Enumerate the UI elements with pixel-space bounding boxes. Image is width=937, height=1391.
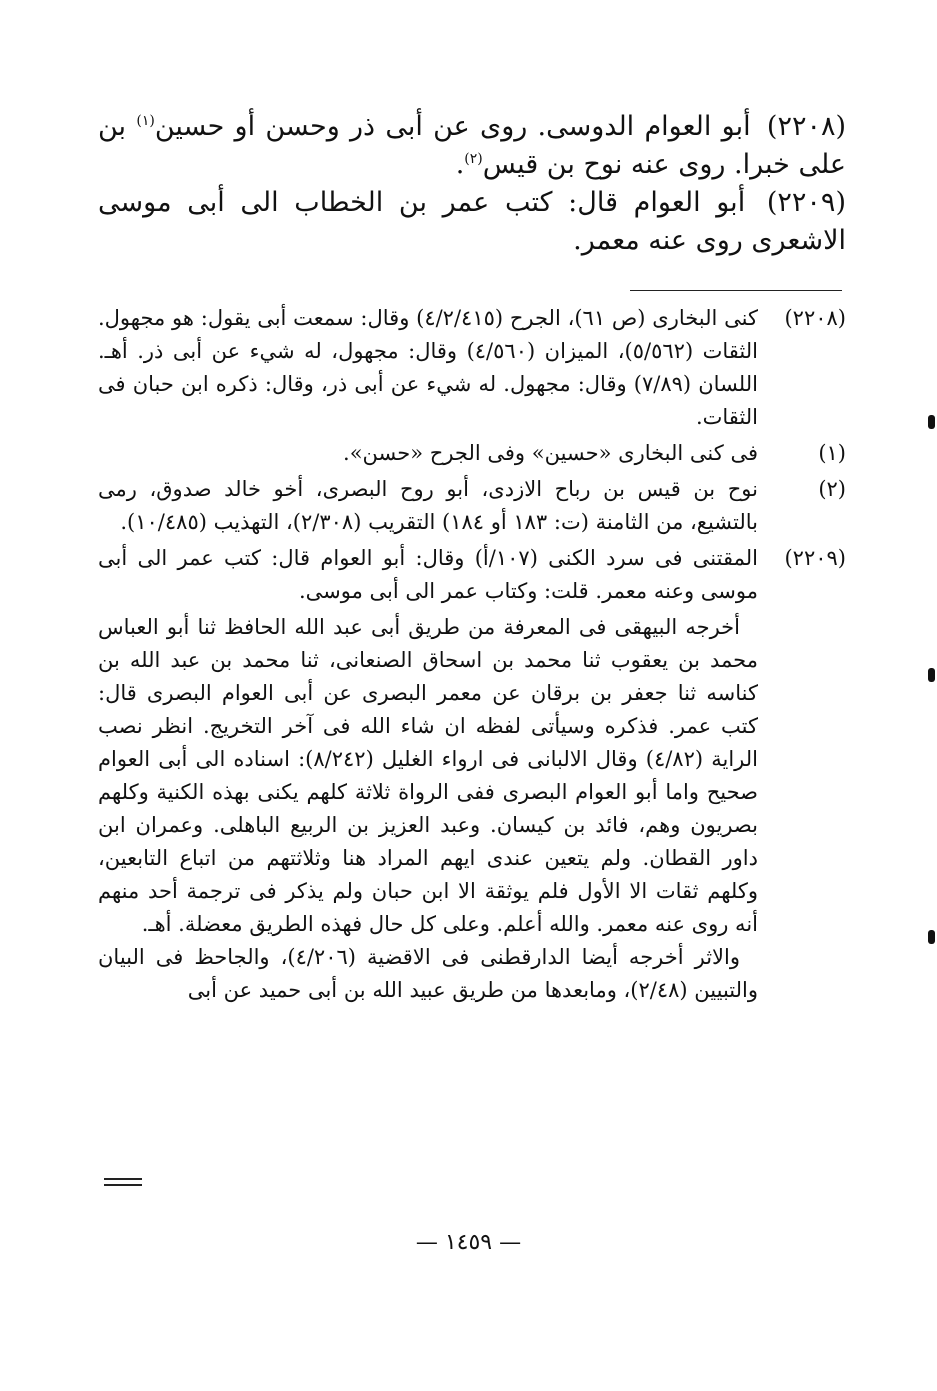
entry-text: أبو العوام قال: كتب عمر بن الخطاب الى أبى موسى الاشعرى روى عنه معمر.: [98, 187, 846, 256]
scan-edge-mark: [928, 930, 935, 944]
footnote-marker: (٢): [464, 151, 483, 167]
footnote: [98, 473, 846, 539]
footnote: [98, 437, 846, 470]
footnote-body: [98, 542, 758, 608]
entry-text: .: [455, 149, 465, 180]
entry-text: بن على خبرا. روى عنه نوح بن قيس: [98, 111, 846, 180]
commentary-spacer: [758, 611, 846, 1007]
main-text: [98, 108, 846, 260]
footnote-body: [98, 302, 758, 434]
footnotes: [98, 302, 846, 1010]
commentary-paragraph: والاثر أخرجه أيضا الدارقطنى فى الاقضية (٤/٢٠٦)، والجاحظ فى البيان والتبيين (٢/٤٨)، ومابعدها من طريق عبيد الله بن أبى حميد عن أبى: [98, 945, 758, 1002]
footnote-body: [98, 437, 758, 470]
scan-edge-mark: [928, 668, 935, 682]
entry-text: أبو العوام الدوسى. روى عن أبى ذر وحسن أو حسين: [154, 111, 751, 142]
footnote-body: [98, 473, 758, 539]
entry-2208: [98, 108, 846, 184]
footnote-label: (٢): [818, 477, 846, 501]
commentary-paragraph: أخرجه البيهقى فى المعرفة من طريق أبى عبد الله الحافظ ثنا أبو العباس محمد بن يعقوب ثنا محمد بن اسحاق الصنعانى، ثنا محمد بن عبد الله بن كناسه ثنا جعفر بن برقان عن معمر البصرى عن أبى العوام البصرى قال: كتب عمر. فذكره وسيأتى لفظه ان شاء الله فى آخر التخريج. انظر نصب الراية (٤/٨٢) وقال الالبانى فى ارواء الغليل (٨/٢٤٢): اسناده الى أبى العوام صحيح واما أبو العوام البصرى ففى الرواة ثلاثة كلهم يكنى بهذه الكنية وكلهم بصريون وهم، فائد بن كيسان. وعبد العزيز بن الربيع الباهلى. وعمران ابن داور القطان. ولم يتعين عندى ايهم المراد هنا وثلاثتهم من اتباع التابعين، وكلهم ثقات الا الأول فلم يوثقة الا ابن حبان ولم يذكر فى ترجمة أحد منهم أنه روى عنه معمر. والله أعلم. وعلى كل حال فهذه الطريق معضلة. أهـ.: [98, 615, 758, 936]
footnote-paragraph: المقتنى فى سرد الكنى (١٠٧/أ) وقال: أبو العوام قال: كتب عمر الى أبى موسى وعنه معمر. قلت: وكتاب عمر الى أبى موسى.: [98, 546, 758, 603]
footnote-paragraph: فى كنى البخارى «حسين» وفى الجرح «حسن».: [343, 441, 758, 465]
footnote-label: (٢٢٠٩): [784, 546, 846, 570]
footnote-label: (١): [818, 441, 846, 465]
entry-number: (٢٢٠٩): [766, 187, 846, 218]
footnote-marker: (١): [136, 113, 155, 129]
footnote: [98, 542, 846, 608]
continuation-mark: [104, 1178, 142, 1180]
page-number: — ١٤٥٩ —: [415, 1230, 522, 1255]
commentary-body: [98, 611, 758, 1007]
footnote-paragraph: نوح بن قيس بن رباح الازدى، أبو روح البصرى، أخو خالد صدوق، رمى بالتشيع، من الثامنة (ت: ١٨٣ أو ١٨٤) التقريب (٢/٣٠٨)، التهذيب (١٠/٤٨٥).: [98, 477, 758, 534]
footnote: [98, 302, 846, 434]
continuation-mark: [104, 1184, 142, 1186]
commentary: [98, 611, 846, 1007]
scan-edge-mark: [928, 415, 935, 429]
footnote-separator: [630, 290, 842, 291]
footnote-paragraph: كنى البخارى (ص ٦١)، الجرح (٤/٢/٤١٥) وقال: سمعت أبى يقول: هو مجهول. الثقات (٥/٥٦٢)، الميزان (٤/٥٦٠) وقال: مجهول، له شيء عن أبى ذر. أهـ. اللسان (٧/٨٩) وقال: مجهول. له شيء عن أبى ذر، وقال: ذكره ابن حبان فى الثقات.: [98, 306, 759, 429]
entry-number: (٢٢٠٨): [766, 111, 846, 142]
footnote-label: (٢٢٠٨): [784, 306, 846, 330]
entry-2209: [98, 184, 846, 260]
